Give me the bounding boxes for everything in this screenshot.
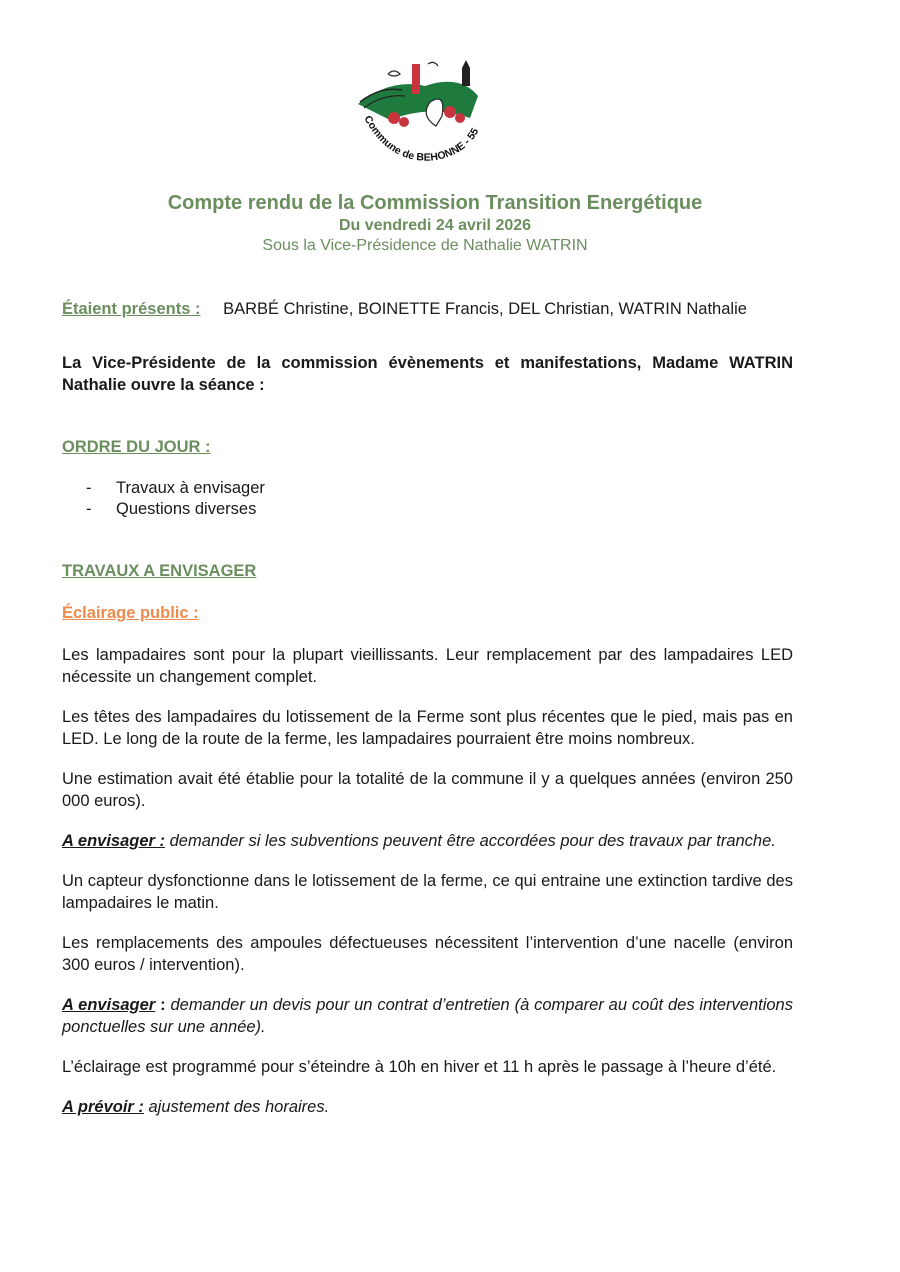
meeting-date: Du vendredi 24 avril 2026 [338,217,532,234]
logo-flower [399,117,409,127]
logo-caption: Commune de BEHONNE - 55 [361,113,482,164]
document-header [0,192,900,255]
travaux-heading: TRAVAUX A ENVISAGER [62,562,257,580]
presents-names: BARBÉ Christine, BOINETTE Francis, DEL Christian, WATRIN Nathalie [223,300,747,318]
action-text: demander si les subventions peuvent être accordées pour des travaux par tranche. [165,832,776,850]
logo-smoke [388,71,400,76]
agenda-list [62,478,793,520]
paragraph: Un capteur dysfonctionne dans le lotissement de la ferme, ce qui entraine une extinction tardive des lampadaires le matin. [62,872,793,912]
eclairage-heading-wrap [62,602,793,624]
logo-flower [388,112,400,124]
action-colon: : [155,996,166,1014]
agenda-heading: ORDRE DU JOUR : [62,438,211,456]
logo-flower [444,106,456,118]
travaux-heading-wrap [62,560,793,582]
presents-label: Étaient présents : [62,300,201,318]
action-paragraph [62,1096,793,1118]
paragraph: Une estimation avait été établie pour la totalité de la commune il y a quelques années (environ 250 000 euros). [62,770,793,810]
logo-flower [455,113,465,123]
document-title: Compte rendu de la Commission Transition Energétique [167,192,703,214]
action-label: A envisager : [62,832,166,850]
presents-paragraph [62,298,793,320]
church-icon [462,60,470,86]
logo-tower [412,64,420,94]
action-label: A prévoir : [62,1098,144,1116]
paragraph: Les remplacements des ampoules défectueuses nécessitent l’intervention d’une nacelle (environ 300 euros / intervention). [62,934,793,974]
commune-logo [350,56,500,174]
paragraph: Les lampadaires sont pour la plupart vieillissants. Leur remplacement par des lampadaires LED nécessite un changement complet. [62,646,793,686]
opening-statement: La Vice-Présidente de la commission évènements et manifestations, Madame WATRIN Nathalie ouvre la séance : [62,354,793,394]
action-label: A envisager [62,996,156,1014]
paragraph: Les têtes des lampadaires du lotissement de la Ferme sont plus récentes que le pied, mais pas en LED. Le long de la route de la ferme, les lampadaires pourraient être moins nombreux. [62,708,793,748]
action-text: demander un devis pour un contrat d’entretien (à comparer au coût des interventions ponctuelles sur une année). [62,996,793,1036]
paragraph: L’éclairage est programmé pour s’éteindre à 10h en hiver et 11 h après le passage à l’heure d’été. [62,1058,777,1076]
document-body [62,298,793,1118]
logo-smoke [428,62,438,66]
eclairage-heading: Éclairage public : [62,604,199,622]
agenda-item: - Travaux à envisager [86,478,793,499]
vice-presidence: Sous la Vice-Présidence de Nathalie WATRIN [262,237,588,254]
action-text: ajustement des horaires. [143,1098,330,1116]
logo-road [426,99,443,126]
agenda-heading-wrap [62,436,793,458]
action-paragraph [62,994,793,1038]
action-paragraph [62,830,793,852]
agenda-item: - Questions diverses [86,499,793,520]
